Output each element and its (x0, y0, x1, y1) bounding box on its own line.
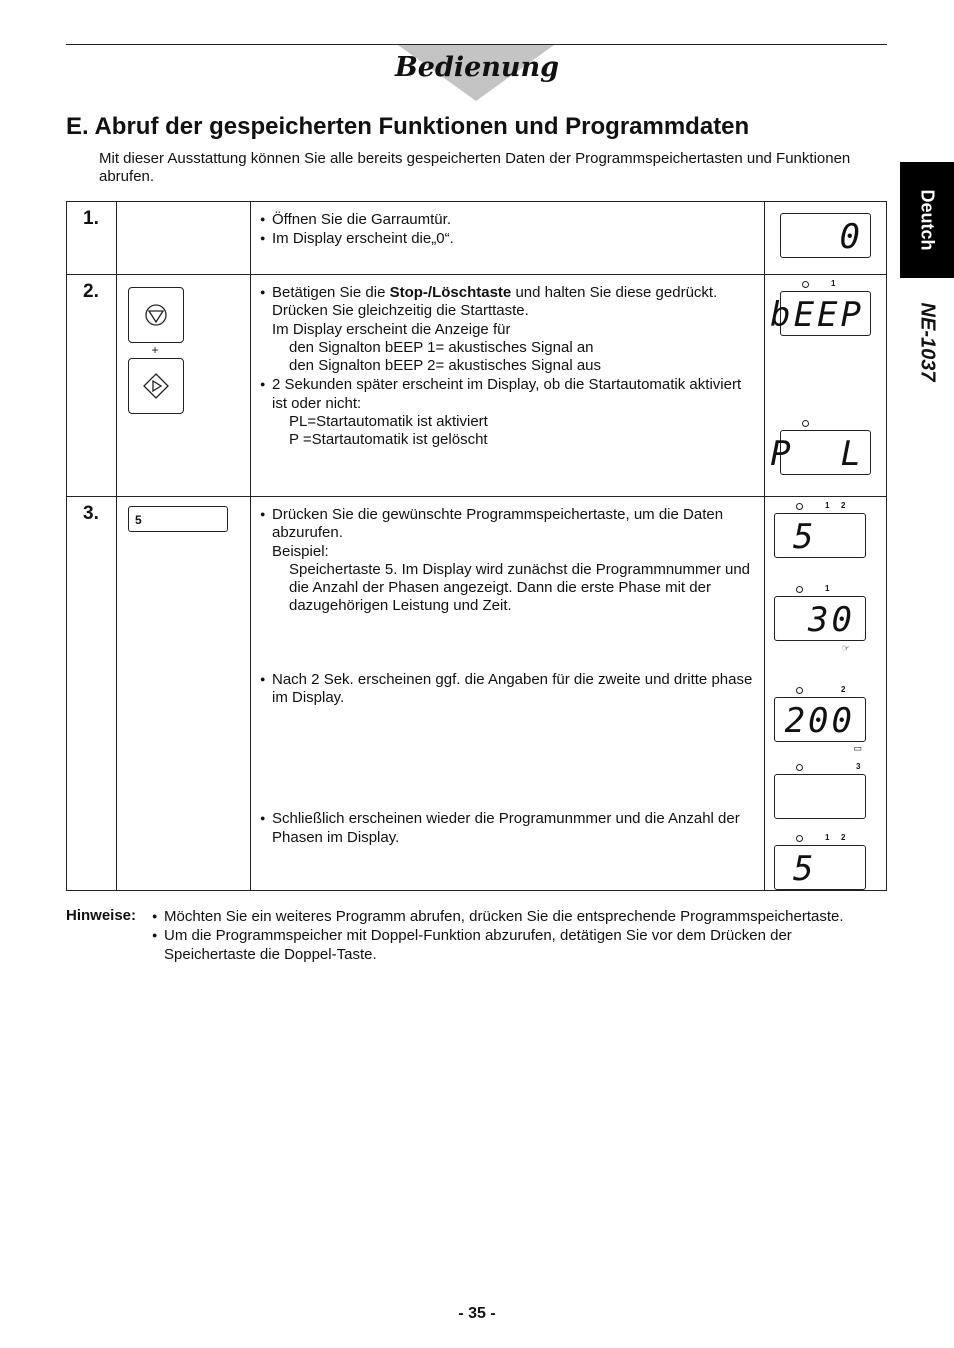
display-phase-1 (774, 596, 866, 641)
display-indicators (774, 584, 864, 596)
step-number: 3. (83, 503, 99, 524)
display-value: bEEP (770, 295, 864, 335)
page-number: - 35 - (458, 1305, 496, 1322)
phase-indicator: 3 (856, 762, 861, 771)
step-icon-cell (117, 202, 251, 275)
step2-beep-1: den Signalton bEEP 1= akustisches Signal an (289, 338, 594, 356)
phase-indicator: 1 (825, 501, 830, 510)
step1-line-1: ● Öffnen Sie die Garraumtür. (260, 210, 756, 229)
step2-indent-2: Im Display erscheint die Anzeige für (272, 320, 511, 338)
timer-icon: ▭ (853, 743, 862, 753)
notes-label: Hinweise: (66, 907, 137, 924)
model-label (907, 292, 947, 392)
phase-indicator: 2 (841, 833, 846, 842)
language-tab (900, 162, 954, 278)
power-indicator-icon (796, 503, 803, 510)
steps-table (66, 201, 887, 891)
display-program-final (774, 845, 866, 890)
language-tab-label: Deutch (917, 189, 938, 251)
display-phase-2 (774, 697, 866, 742)
display-value: 30 (808, 600, 855, 640)
step2-indent-1: Drücken Sie gleichzeitig die Starttaste. (272, 302, 529, 320)
display-value: P L (770, 434, 864, 474)
power-indicator-icon (802, 420, 809, 427)
step2-bullet-2: ● 2 Sekunden später erscheint im Display, ob die Startautomatik aktiviert ist oder nicht: (260, 375, 756, 413)
phase-indicator: 1 (825, 833, 830, 842)
stop-clear-button[interactable] (128, 287, 184, 343)
display-indicators (774, 685, 864, 697)
display-indicators (780, 418, 869, 430)
step3-example-label: Beispiel: (272, 542, 329, 560)
memory-key-5[interactable]: 5 (128, 506, 228, 532)
step-row-1 (67, 202, 887, 275)
step2-pl-2: P =Startautomatik ist gelöscht (289, 431, 488, 449)
power-indicator-icon (796, 687, 803, 694)
display-indicators (774, 833, 864, 845)
display-beep (770, 291, 871, 336)
step-number: 1. (83, 208, 99, 229)
model-label-text: NE-1037 (916, 302, 939, 382)
section-title: Bedienung (394, 52, 560, 83)
intro-text: Mit dieser Ausstattung können Sie alle bereits gespeicherten Daten der Programmspeichertasten und Funktionen abrufen. (99, 150, 851, 185)
display-value: 0 (839, 217, 863, 257)
display-pl (770, 430, 871, 475)
step2-bullet-1: ● Betätigen Sie die Stop-/Löschtaste und halten Sie diese gedrückt. (260, 283, 756, 302)
step-number: 2. (83, 281, 99, 302)
start-button[interactable] (128, 358, 184, 414)
stop-key-name: Stop-/Löschtaste (389, 284, 512, 301)
display-program (774, 513, 866, 558)
phase-indicator: 2 (841, 501, 846, 510)
power-indicator-icon (796, 835, 803, 842)
step3-example-text: Speichertaste 5. Im Display wird zunächst die Programmnummer und die Anzahl der Phasen angezeigt. Dann die erste Phase mit der dazugehörigen Leistung und Zeit. (289, 560, 751, 615)
display-indicators (780, 279, 869, 291)
step3-bullet-3: ● Schließlich erscheinen wieder die Programunmmer und die Anzahl der Phasen im Display. (260, 809, 756, 847)
display-value: 200 (784, 701, 855, 741)
step-row-2 (67, 275, 887, 497)
power-indicator-icon (802, 281, 809, 288)
note-1: ● Möchten Sie ein weiteres Programm abrufen, drücken Sie die entsprechende Programmspeichertaste. (152, 907, 876, 926)
step2-beep-2: den Signalton bEEP 2= akustisches Signal aus (289, 357, 602, 375)
start-icon (129, 359, 183, 413)
phase-indicator: 1 (831, 279, 836, 288)
step-row-3 (67, 497, 887, 891)
plus-sign: + (151, 343, 159, 357)
display-value: 5 (793, 849, 817, 889)
phase-indicator: 2 (841, 685, 846, 694)
display-indicators (774, 762, 864, 774)
step1-line-2: ● Im Display erscheint die„0“. (260, 229, 756, 248)
stop-icon (129, 288, 183, 342)
note-2: ● Um die Programmspeicher mit Doppel-Funktion abzurufen, detätigen Sie vor dem Drücken der Speichertaste die Doppel-Taste. (152, 926, 876, 964)
power-indicator-icon (796, 586, 803, 593)
display-phase-3 (774, 774, 866, 819)
step2-pl-1: PL=Startautomatik ist aktiviert (289, 413, 488, 431)
display-indicators (774, 501, 864, 513)
power-indicator-icon (796, 764, 803, 771)
step3-bullet-2: ● Nach 2 Sek. erscheinen ggf. die Angaben für die zweite und dritte phase im Display. (260, 670, 756, 708)
step3-bullet-1: ● Drücken Sie die gewünschte Programmspeichertaste, um die Daten abzurufen. (260, 505, 756, 543)
page-heading: E. Abruf der gespeicherten Funktionen und Programmdaten (66, 113, 750, 140)
power-level-icon: ☞ (841, 643, 850, 653)
display-value: 5 (793, 517, 817, 557)
display-0 (780, 213, 871, 258)
phase-indicator: 1 (825, 584, 830, 593)
